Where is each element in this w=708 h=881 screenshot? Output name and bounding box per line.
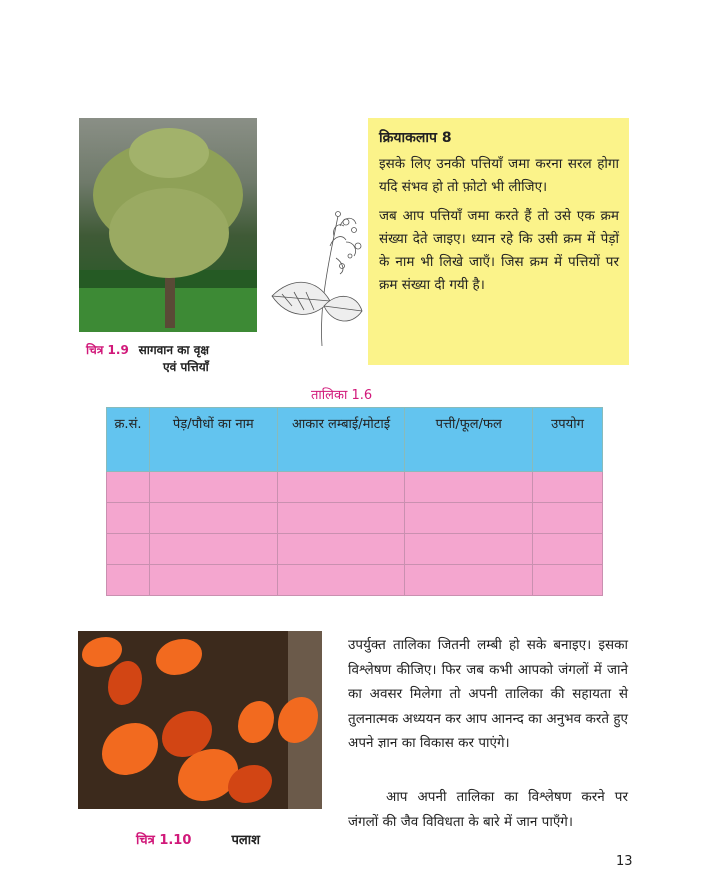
figure-1-9-caption-line2: एवं पत्तियाँ bbox=[163, 360, 209, 374]
table-cell bbox=[405, 472, 533, 503]
column-header: आकार लम्बाई/मोटाई bbox=[277, 408, 405, 472]
table-cell bbox=[107, 565, 150, 596]
table-row bbox=[107, 503, 603, 534]
table-cell bbox=[107, 534, 150, 565]
teak-leaf-sketch bbox=[262, 206, 368, 356]
table-row bbox=[107, 565, 603, 596]
column-header: क्र.सं. bbox=[107, 408, 150, 472]
table-cell bbox=[533, 534, 603, 565]
flower-petal bbox=[82, 637, 122, 667]
flower-petal bbox=[102, 723, 158, 775]
palash-flowers-photo bbox=[78, 631, 322, 809]
table-title: तालिका 1.6 bbox=[311, 388, 373, 403]
tree-canopy bbox=[129, 128, 209, 178]
data-table bbox=[106, 407, 603, 596]
table-cell bbox=[405, 565, 533, 596]
table-cell bbox=[149, 565, 277, 596]
table-cell bbox=[405, 534, 533, 565]
activity-paragraph: जब आप पत्तियाँ जमा करते हैं तो उसे एक क्रम संख्या देते जाइए। ध्यान रहे कि उसी क्रम में पेड़ों के नाम भी लिखे जाएँ। जिस क्रम में पत्तियों पर क्रम संख्या दी गयी है। bbox=[379, 208, 619, 293]
teak-tree-photo bbox=[79, 118, 257, 332]
table-cell bbox=[277, 472, 405, 503]
table-row bbox=[107, 534, 603, 565]
table-cell bbox=[149, 534, 277, 565]
table-row bbox=[107, 472, 603, 503]
table-cell bbox=[277, 565, 405, 596]
caption-text: सागवान का वृक्ष bbox=[138, 343, 209, 357]
table-cell bbox=[149, 472, 277, 503]
table-cell bbox=[107, 503, 150, 534]
flower-petal bbox=[156, 639, 202, 675]
activity-paragraph: इसके लिए उनकी पत्तियाँ जमा करना सरल होगा यदि संभव हो तो फ़ोटो भी लीजिए। bbox=[379, 156, 619, 195]
figure-1-10-caption bbox=[136, 830, 260, 848]
page-number: 13 bbox=[616, 854, 633, 869]
table-cell bbox=[107, 472, 150, 503]
table-cell bbox=[277, 534, 405, 565]
table-cell bbox=[533, 472, 603, 503]
table-cell bbox=[533, 565, 603, 596]
flower-petal bbox=[238, 701, 274, 743]
table-cell bbox=[277, 503, 405, 534]
caption-text: पलाश bbox=[231, 833, 260, 848]
table-cell bbox=[405, 503, 533, 534]
body-paragraph: उपर्युक्त तालिका जितनी लम्बी हो सके बनाइए। इसका विश्लेषण कीजिए। फिर जब कभी आपको जंगलों में जाने का अवसर मिलेगा तो अपनी तालिका की सहायता से तुलनात्मक अध्ययन कर आप आनन्द का अनुभव करते हुए अपने ज्ञान का विकास कर पाएंगे। bbox=[348, 637, 628, 751]
table-cell bbox=[149, 503, 277, 534]
figure-number: चित्र 1.10 bbox=[136, 833, 192, 848]
column-header: उपयोग bbox=[533, 408, 603, 472]
column-header: पत्ती/फूल/फल bbox=[405, 408, 533, 472]
activity-box bbox=[368, 118, 629, 365]
table-header-row bbox=[107, 408, 603, 472]
table-cell bbox=[533, 503, 603, 534]
body-paragraph: आप अपनी तालिका का विश्लेषण करने पर जंगलों की जैव विविधता के बारे में जान पाएँगे। bbox=[348, 789, 628, 830]
activity-title: क्रियाकलाप 8 bbox=[379, 130, 452, 146]
flower-petal bbox=[108, 661, 142, 705]
figure-1-9-caption bbox=[86, 341, 209, 358]
column-header: पेड़/पौधों का नाम bbox=[149, 408, 277, 472]
tree-canopy bbox=[109, 188, 229, 278]
figure-number: चित्र 1.9 bbox=[86, 343, 129, 357]
